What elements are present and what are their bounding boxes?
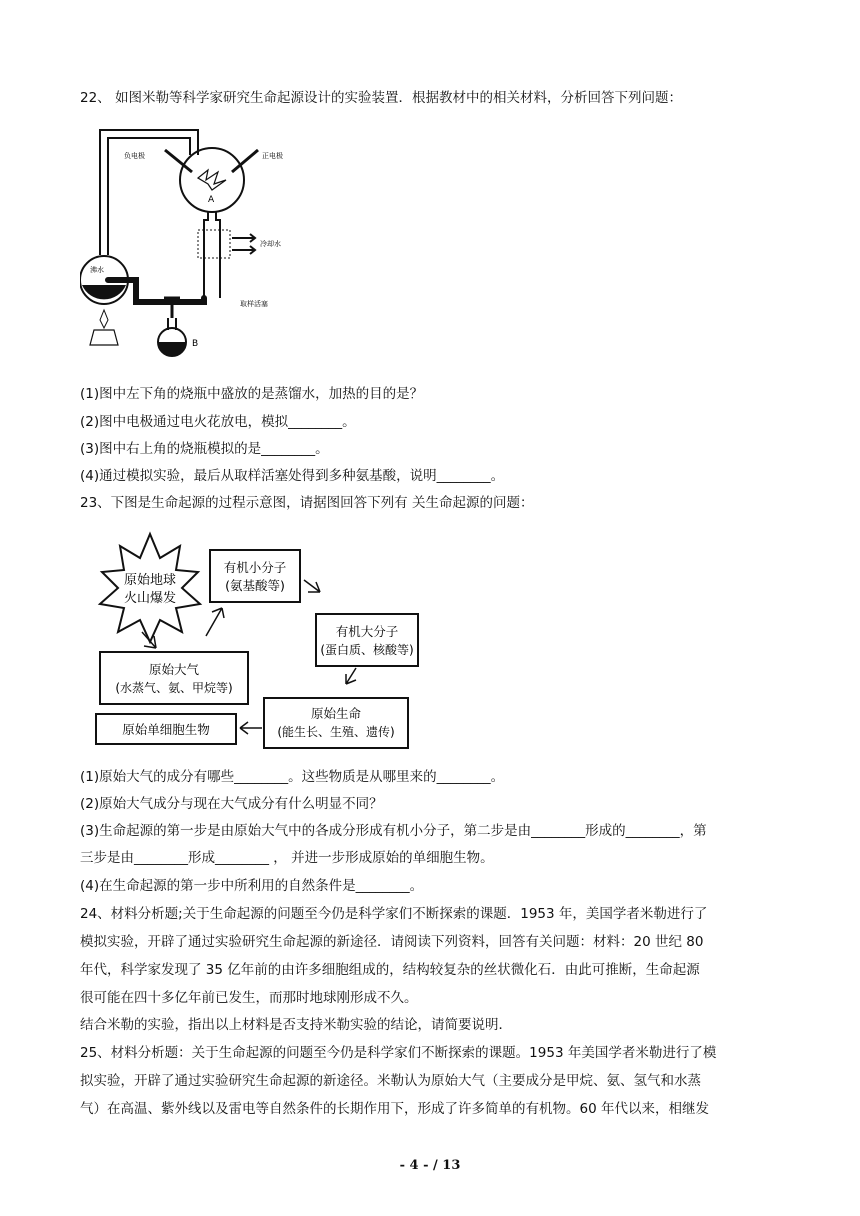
miller-apparatus-figure	[80, 120, 320, 365]
label-b: B	[192, 339, 199, 349]
q23-sub4: (4)在生命起源的第一步中所利用的自然条件是________。	[80, 878, 424, 894]
box-large-organic	[316, 614, 418, 666]
label-boiling-water: 沸水	[90, 266, 104, 274]
box-small-organic	[210, 550, 300, 602]
burst-line1: 原始地球	[123, 573, 177, 588]
condenser	[198, 230, 230, 258]
q24-line5: 结合米勒的实验，指出以上材料是否支持米勒实验的结论，请简要说明．	[80, 1017, 512, 1033]
life-line1: 原始生命	[310, 706, 362, 721]
label-cooling-water: 冷却水	[260, 240, 281, 248]
burst-shape	[100, 534, 200, 642]
q23-sub3-line1: (3)生命起源的第一步是由原始大气中的各成分形成有机小分子，第二步是由________形成的________，第	[80, 823, 707, 839]
box-primitive-atmosphere	[100, 652, 248, 704]
large-organic-line2: (蛋白质、核酸等)	[320, 643, 414, 657]
q25-line2: 拟实验，开辟了通过实验研究生命起源的新途径。米勒认为原始大气（主要成分是甲烷、氨、氢气和水蒸	[80, 1073, 701, 1089]
q23-sub1: (1)原始大气的成分有哪些________。这些物质是从哪里来的________。	[80, 769, 505, 785]
q23-title: 23、下图是生命起源的过程示意图，请据图回答下列有 关生命起源的问题：	[80, 495, 534, 511]
page-number: - 4 - / 13	[399, 1158, 461, 1173]
q23-sub3-line2: 三步是由________形成________ ， 并进一步形成原始的单细胞生物。	[80, 850, 494, 866]
q24-line2: 模拟实验，开辟了通过实验研究生命起源的新途径．请阅读下列资料，回答有关问题：材料：20 世纪 80	[80, 934, 704, 950]
q25-line1: 25、材料分析题：关于生命起源的问题至今仍是科学家们不断探索的课题。1953 年美国学者米勒进行了模	[80, 1045, 717, 1061]
small-organic-line2: (氨基酸等)	[225, 578, 285, 593]
q23-sub2: (2)原始大气成分与现在大气成分有什么明显不同？	[80, 796, 383, 812]
label-a: A	[208, 195, 215, 205]
burst-line2: 火山爆发	[123, 591, 177, 606]
q22-sub2: (2)图中电极通过电火花放电，模拟________。	[80, 414, 356, 430]
negative-electrode	[165, 150, 192, 172]
life-line2: (能生长、生殖、遗传)	[277, 725, 395, 739]
q24-line4: 很可能在四十多亿年前已发生，而那时地球刚形成不久。	[80, 990, 418, 1006]
single-cell-label: 原始单细胞生物	[122, 722, 210, 737]
label-negative-electrode: 负电极	[124, 152, 145, 160]
positive-electrode	[232, 150, 258, 172]
q24-line1: 24、材料分析题;关于生命起源的问题至今仍是科学家们不断探索的课题．1953 年，美国学者米勒进行了	[80, 906, 708, 922]
atmosphere-line1: 原始大气	[148, 662, 200, 677]
q24-line3: 年代，科学家发现了 35 亿年前的由许多细胞组成的，结构较复杂的丝状微化石．由此可推断，生命起源	[80, 962, 700, 978]
q22-sub3: (3)图中右上角的烧瓶模拟的是________。	[80, 441, 329, 457]
large-organic-line1: 有机大分子	[335, 624, 399, 639]
label-positive-electrode: 正电极	[262, 152, 283, 160]
atmosphere-line2: (水蒸气、氨、甲烷等)	[115, 681, 233, 695]
q22-sub4: (4)通过模拟实验，最后从取样活塞处得到多种氨基酸，说明________。	[80, 468, 505, 484]
q22-title: 22、 如图米勒等科学家研究生命起源设计的实验装置．根据教材中的相关材料，分析回答下列问题：	[80, 90, 682, 106]
burner	[90, 330, 118, 345]
q22-sub1: (1)图中左下角的烧瓶中盛放的是蒸馏水，加热的目的是？	[80, 386, 424, 402]
small-organic-line1: 有机小分子	[223, 560, 287, 575]
q25-line3: 气）在高温、紫外线以及雷电等自然条件的长期作用下，形成了许多简单的有机物。60 年代以来，相继发	[80, 1101, 709, 1117]
origin-of-life-diagram	[80, 528, 420, 758]
label-sampling-valve: 取样活塞	[240, 300, 268, 308]
spark	[198, 170, 226, 190]
